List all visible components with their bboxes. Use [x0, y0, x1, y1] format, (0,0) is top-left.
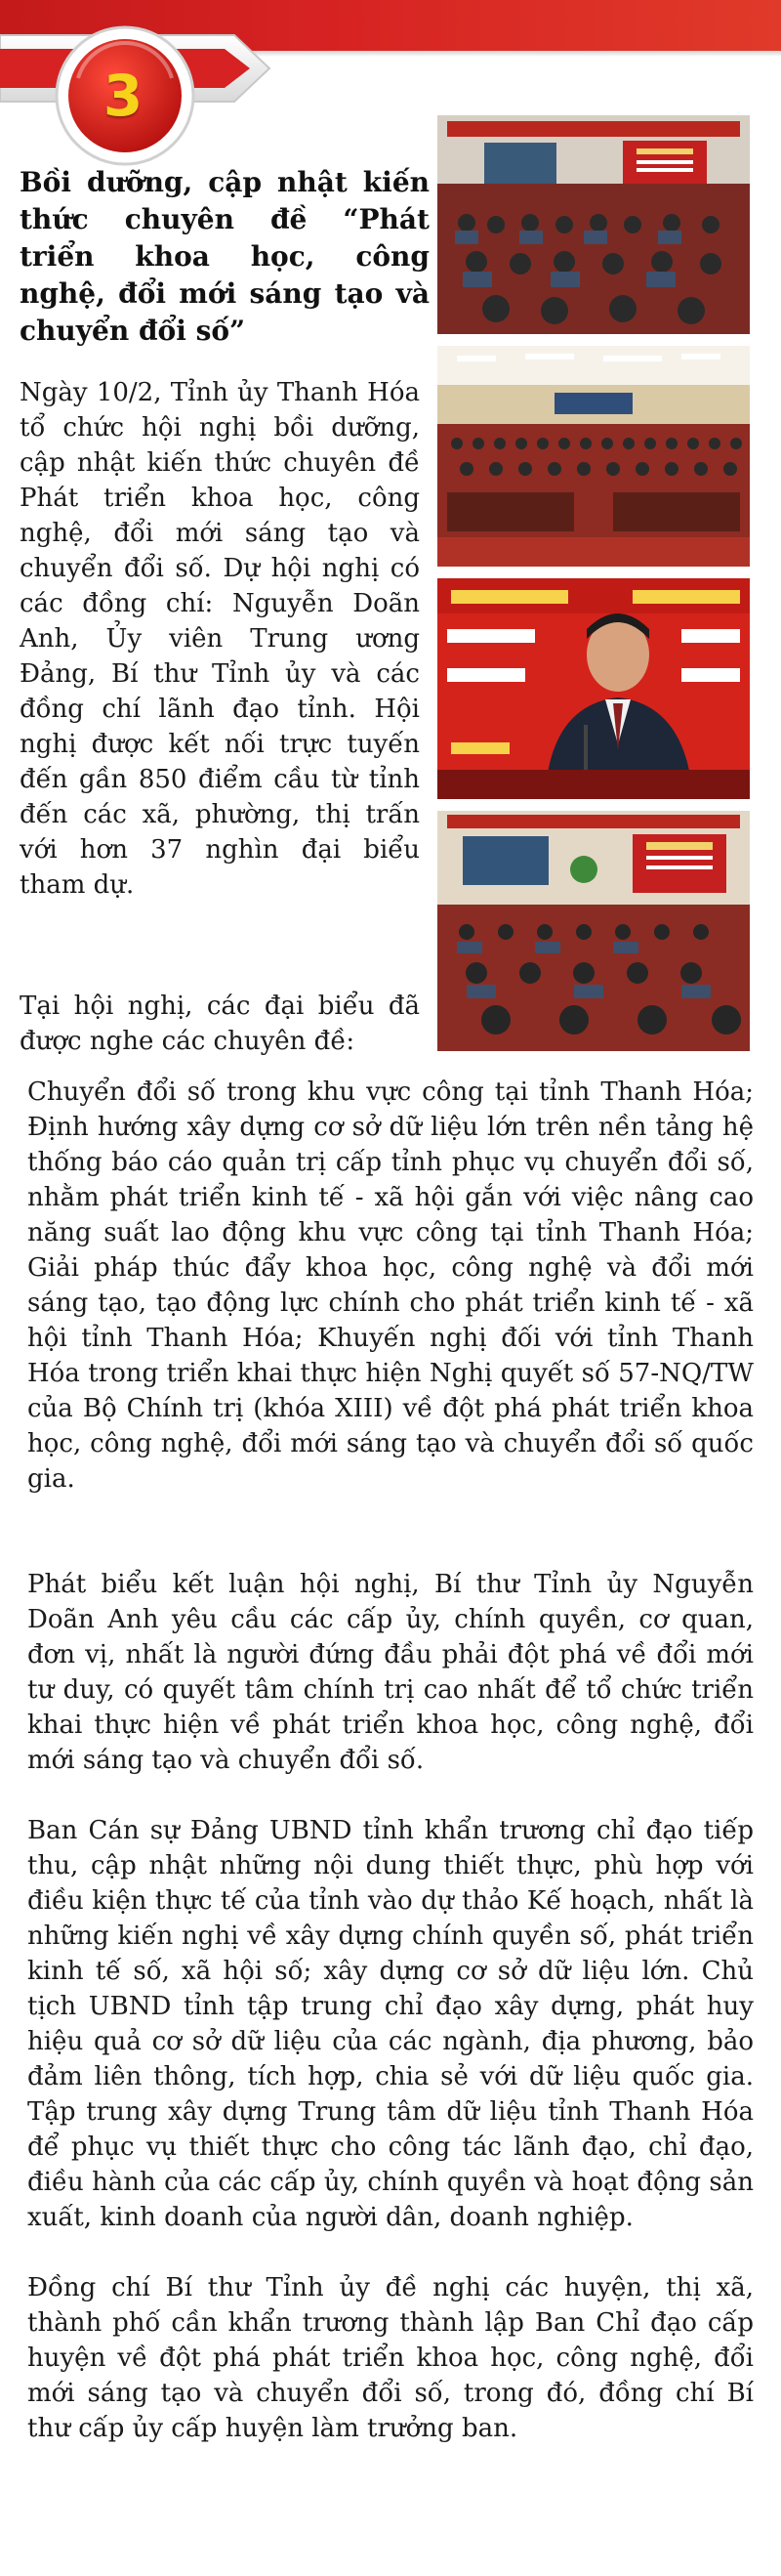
conference-stage-photo-icon	[437, 811, 750, 1051]
paragraph-intro: Ngày 10/2, Tỉnh ủy Thanh Hóa tổ chức hội nghị bồi dưỡng, cập nhật kiến thức chuyên đề Phát triển khoa học, công nghệ, đổi mới sáng tạo và chuyển đổi số. Dự hội nghị có các đồng chí: Nguyễn Doãn Anh, Ủy viên Trung ương Đảng, Bí thư Tỉnh ủy và các đồng chí lãnh đạo tỉnh. Hội nghị được kết nối trực tuyến đến gần 850 điểm cầu từ tỉnh đến các xã, phường, thị trấn với hơn 37 nghìn đại biểu tham dự.	[20, 378, 420, 900]
speaker-portrait-photo-icon	[437, 578, 750, 799]
photo-conference-hall	[437, 115, 750, 334]
photo-conference-audience	[437, 346, 750, 567]
paragraph-topics-lead: Tại hội nghị, các đại biểu đã được nghe các chuyên đề:	[20, 992, 420, 1056]
photo-speaker-portrait	[437, 578, 750, 799]
section-number: 3	[103, 63, 144, 129]
conference-hall-photo-icon	[437, 115, 750, 334]
article-title: Bồi dưỡng, cập nhật kiến thức chuyên đề “Phát triển khoa học, công nghệ, đổi mới sáng tạo và chuyển đổi số”	[20, 166, 430, 347]
paragraph-district-steering: Đồng chí Bí thư Tỉnh ủy đề nghị các huyện, thị xã, thành phố cần khẩn trương thành lập Ban Chỉ đạo cấp huyện về đột phá phát triển khoa học, công nghệ, đổi mới sáng tạo và chuyển đổi số, trong đó, đồng chí Bí thư cấp ủy cấp huyện làm trưởng ban.	[27, 2273, 754, 2443]
paragraph-topics-list: Chuyển đổi số trong khu vực công tại tỉnh Thanh Hóa; Định hướng xây dựng cơ sở dữ liệu lớn trên nền tảng hệ thống báo cáo quản trị cấp tỉnh phục vụ chuyển đổi số, nhằm phát triển kinh tế - xã hội gắn với việc nâng cao năng suất lao động khu vực công tại tỉnh Thanh Hóa; Giải pháp thúc đẩy khoa học, công nghệ và đổi mới sáng tạo, tạo động lực chính cho phát triển kinh tế - xã hội tỉnh Thanh Hóa; Khuyến nghị đối với tỉnh Thanh Hóa trong triển khai thực hiện Nghị quyết số 57-NQ/TW của Bộ Chính trị (khóa XIII) về đột phá phát triển khoa học, công nghệ, đổi mới sáng tạo và chuyển đổi số quốc gia.	[27, 1077, 754, 1494]
photo-conference-stage	[437, 811, 750, 1051]
conference-audience-photo-icon	[437, 346, 750, 567]
paragraph-provincial-party: Ban Cán sự Đảng UBND tỉnh khẩn trương chỉ đạo tiếp thu, cập nhật những nội dung thiết thực, phù hợp với điều kiện thực tế của tỉnh vào dự thảo Kế hoạch, nhất là những kiến nghị về xây dựng chính quyền số, phát triển kinh tế số, xã hội số; xây dựng cơ sở dữ liệu lớn. Chủ tịch UBND tỉnh tập trung chỉ đạo xây dựng, phát huy hiệu quả cơ sở dữ liệu của các ngành, địa phương, bảo đảm liên thông, tích hợp, chia sẻ với dữ liệu quốc gia. Tập trung xây dựng Trung tâm dữ liệu tỉnh Thanh Hóa để phục vụ thiết thực cho công tác lãnh đạo, chỉ đạo, điều hành của các cấp ủy, chính quyền và hoạt động sản xuất, kinh doanh của người dân, doanh nghiệp.	[27, 1816, 754, 2232]
paragraph-conclusion: Phát biểu kết luận hội nghị, Bí thư Tỉnh ủy Nguyễn Doãn Anh yêu cầu các cấp ủy, chính quyền, cơ quan, đơn vị, nhất là người đứng đầu phải đột phá về đổi mới tư duy, có quyết tâm chính trị cao nhất để tổ chức triển khai thực hiện về phát triển khoa học, công nghệ, đổi mới sáng tạo và chuyển đổi số.	[27, 1570, 754, 1775]
